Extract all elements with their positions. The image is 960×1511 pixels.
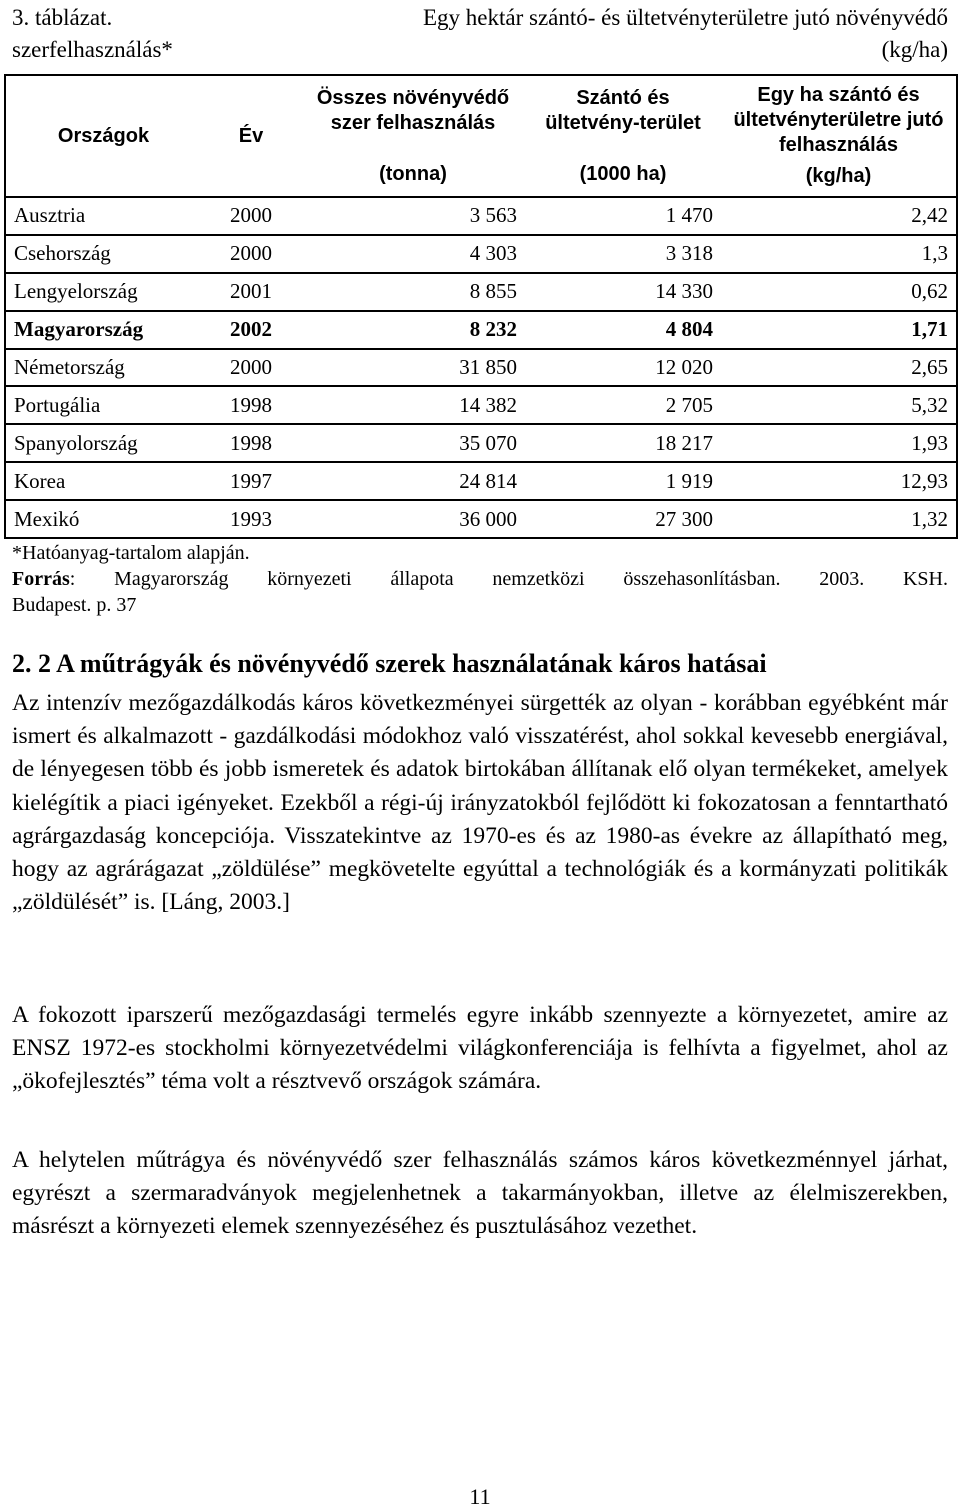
source-line	[12, 566, 948, 592]
cell-total: 36 000	[459, 506, 517, 531]
cell-year: 1993	[230, 506, 272, 531]
cell-area: 12 020	[525, 349, 721, 387]
source-word: állapota	[390, 568, 454, 590]
body-paragraph: A fokozott iparszerű mezőgazdasági termelés egyre inkább szennyezte a környezetet, amire az ENSZ 1972-es stockholmi környezetvédelmi világkonferenciája is felhívta a figyelmet, ahol az „ökofejlesztés” téma volt a résztvevő országok számára.	[12, 1002, 948, 1095]
cell-area: 4 804	[525, 311, 721, 349]
cell-area: 27 300	[655, 506, 713, 531]
cell-per-ha: 1,3	[721, 235, 957, 273]
source-word: környezeti	[267, 568, 352, 590]
table-row	[5, 386, 957, 424]
cell-total: 31 850	[301, 349, 525, 387]
header-per-ha-unit: (kg/ha)	[805, 165, 872, 187]
table-row-highlighted	[5, 311, 957, 349]
caption-line-1	[12, 2, 948, 34]
cell-area: 3 318	[525, 235, 721, 273]
header-area: Szántó és ültetvény-terület (1000 ha)	[525, 75, 721, 197]
cell-per-ha: 2,42	[721, 197, 957, 235]
body-paragraph: A helytelen műtrágya és növényvédő szer felhasználás számos káros következménnyel járhat, egyrészt a szermaradványok megjelenhetnek a takarmányokban, illetve az élelmiszerekben, másrészt a környezeti elemek szennyezéséhez és pusztulásához vezethet.	[12, 1147, 948, 1240]
caption-label: 3. táblázat.	[12, 5, 113, 30]
table-row	[5, 197, 957, 235]
table-caption	[12, 2, 948, 66]
cell-year: 1998	[201, 386, 301, 424]
header-per-ha: Egy ha szántó és ültetvényterületre jutó felhasználás (kg/ha)	[721, 75, 957, 197]
source-word: Magyarország	[114, 568, 229, 590]
section-heading: 2. 2 A műtrágyák és növényvédő szerek használatának káros hatásai	[12, 649, 767, 678]
table-notes	[12, 540, 948, 618]
source-line-2: Budapest. p. 37	[12, 594, 137, 616]
header-country: Országok	[5, 75, 201, 197]
source-label: Forrás	[12, 568, 70, 590]
cell-area: 2 705	[525, 386, 721, 424]
cell-area: 1 919	[525, 462, 721, 500]
cell-year: 2000	[201, 349, 301, 387]
cell-per-ha: 12,93	[721, 462, 957, 500]
cell-country: Németország	[5, 349, 201, 387]
cell-total: 35 070	[301, 424, 525, 462]
cell-country: Ausztria	[5, 197, 201, 235]
cell-year: 2000	[201, 235, 301, 273]
table-row	[5, 462, 957, 500]
source-word: :	[69, 568, 76, 590]
header-total-use-unit: (tonna)	[379, 162, 447, 185]
source-word: nemzetközi	[492, 568, 585, 590]
cell-country: Spanyolország	[5, 424, 201, 462]
cell-per-ha: 1,32	[911, 506, 948, 531]
cell-year: 2001	[201, 273, 301, 311]
cell-year: 1997	[201, 462, 301, 500]
cell-total: 14 382	[301, 386, 525, 424]
footnote: *Hatóanyag-tartalom alapján.	[12, 542, 250, 564]
table-row	[5, 500, 957, 538]
caption-title: Egy hektár szántó- és ültetvényterületre jutó növényvédő	[423, 5, 948, 30]
cell-year: 2000	[201, 197, 301, 235]
cell-country: Magyarország	[5, 311, 201, 349]
cell-per-ha: 0,62	[721, 273, 957, 311]
cell-country: Mexikó	[14, 506, 80, 531]
cell-per-ha: 2,65	[721, 349, 957, 387]
cell-area: 18 217	[525, 424, 721, 462]
body-paragraph: Az intenzív mezőgazdálkodás káros következményei sürgették az olyan - korábban egyébként már ismert és alkalmazott - gazdálkodási módokhoz való visszatérést, ahol sokkal kevesebb energiával, de lényegesen több és jobb ismeretek és adatok birtokában állítanak elő olyan termékeket, amelyek kielégítik a piaci igényeket. Ezekből a régi-új irányzatokból fejlődött ki fokozatosan a fenntartható agrárgazdaság koncepciója. Visszatekintve az 1970-es és az 1980-as évekre az állapítható meg, hogy az agrárágazat „zöldülése” megkövetelte egyúttal a technológiák és a kormányzati politikák „zöldülését” is. [Láng, 2003.]	[12, 690, 948, 916]
cell-total: 4 303	[301, 235, 525, 273]
cell-per-ha: 1,93	[721, 424, 957, 462]
source-word: 2003.	[819, 568, 865, 590]
caption-line-2	[12, 34, 948, 66]
cell-country: Csehország	[5, 235, 201, 273]
table-row	[5, 235, 957, 273]
cell-area: 14 330	[525, 273, 721, 311]
cell-per-ha: 5,32	[721, 386, 957, 424]
source-word: KSH.	[902, 568, 948, 590]
cell-year: 1998	[201, 424, 301, 462]
caption-unit: (kg/ha)	[881, 37, 948, 62]
header-area-unit: (1000 ha)	[579, 162, 667, 185]
cell-total: 3 563	[301, 197, 525, 235]
cell-country: Lengyelország	[5, 273, 201, 311]
cell-country: Korea	[5, 462, 201, 500]
table-header-row	[5, 75, 957, 197]
header-total-use: Összes növényvédő szer felhasználás (tonna)	[301, 75, 525, 197]
cell-per-ha: 1,71	[721, 311, 957, 349]
cell-total: 24 814	[301, 462, 525, 500]
table-row	[5, 424, 957, 462]
table-row	[5, 349, 957, 387]
header-year: Év	[201, 75, 301, 197]
cell-total: 8 232	[301, 311, 525, 349]
cell-country: Portugália	[5, 386, 201, 424]
page-number: 11	[469, 1484, 491, 1509]
cell-year: 2002	[201, 311, 301, 349]
pesticide-table	[4, 74, 958, 539]
source-word: összehasonlításban.	[623, 568, 781, 590]
caption-title-cont: szerfelhasználás*	[12, 37, 173, 62]
table-row	[5, 273, 957, 311]
cell-area: 1 470	[525, 197, 721, 235]
cell-total: 8 855	[301, 273, 525, 311]
